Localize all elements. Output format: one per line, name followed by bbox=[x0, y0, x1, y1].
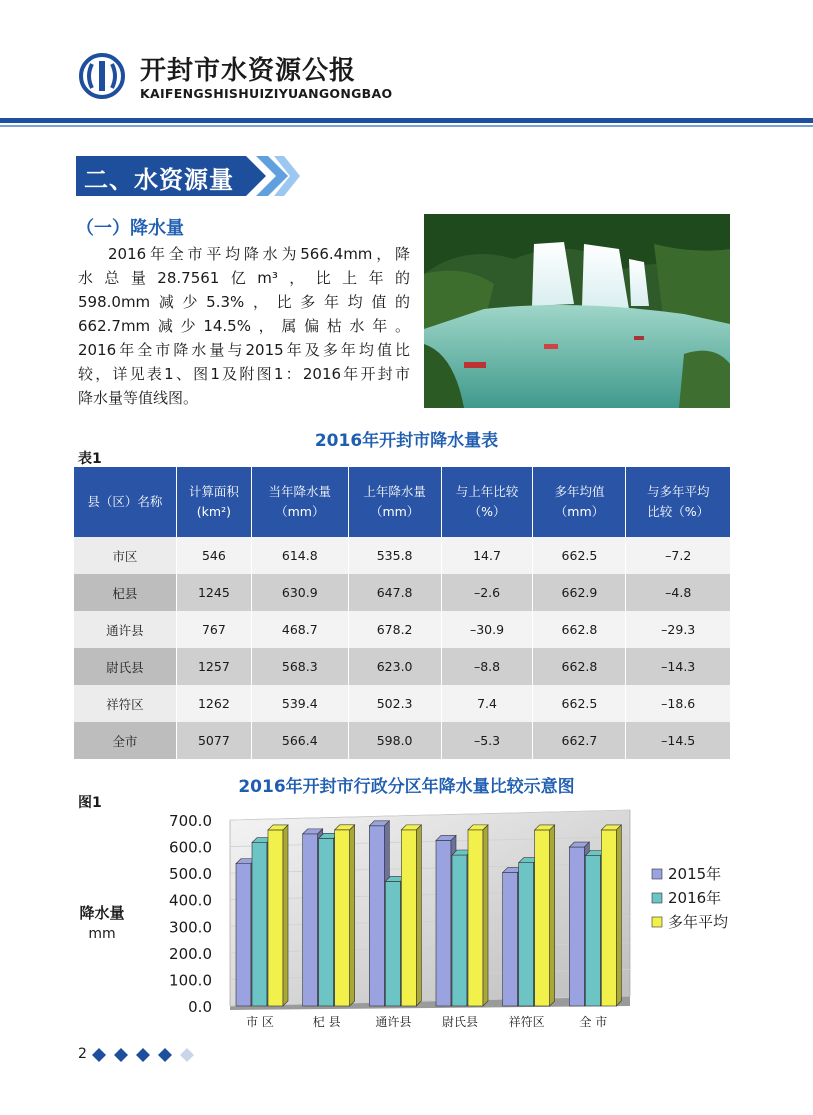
cell: –7.2 bbox=[626, 537, 730, 574]
publication-subtitle: KAIFENGSHISHUIZIYUANGONGBAO bbox=[140, 86, 393, 101]
legend-label: 2015年 bbox=[668, 865, 722, 883]
x-tick-label: 全 市 bbox=[579, 1015, 608, 1029]
chart-title: 2016年开封市行政分区年降水量比较示意图 bbox=[238, 777, 575, 797]
cell: 502.3 bbox=[348, 685, 441, 722]
table-row bbox=[74, 537, 730, 574]
table-row bbox=[74, 685, 730, 722]
legend-label: 多年平均 bbox=[668, 913, 729, 931]
cell: –5.3 bbox=[441, 722, 533, 759]
table-label: 表1 bbox=[78, 451, 102, 467]
cell: 1257 bbox=[176, 648, 251, 685]
y-axis-label: 降水量 bbox=[79, 904, 125, 922]
bar bbox=[535, 825, 555, 1006]
table-row bbox=[74, 574, 730, 611]
intro-line: 水总量28.7561亿m³，比上年的 bbox=[78, 269, 410, 287]
cell: –14.5 bbox=[626, 722, 730, 759]
cell: –18.6 bbox=[626, 685, 730, 722]
y-tick-label: 200.0 bbox=[169, 944, 212, 963]
cell: –14.3 bbox=[626, 648, 730, 685]
table-row bbox=[74, 611, 730, 648]
column-header: 与多年平均 比较（%） bbox=[626, 467, 730, 537]
y-tick-label: 600.0 bbox=[169, 838, 212, 857]
cell: 全市 bbox=[74, 722, 176, 759]
cell: 623.0 bbox=[348, 648, 441, 685]
intro-line: 662.7mm减少14.5%，属偏枯水年。 bbox=[78, 317, 410, 335]
cell: 566.4 bbox=[252, 722, 349, 759]
column-header: 计算面积 (km²) bbox=[176, 467, 251, 537]
header-rule-thin bbox=[0, 125, 813, 127]
cell: 539.4 bbox=[252, 685, 349, 722]
x-tick-label: 祥符区 bbox=[508, 1015, 545, 1029]
cell: –8.8 bbox=[441, 648, 533, 685]
y-tick-label: 100.0 bbox=[169, 971, 212, 990]
intro-line: 2016年全市降水量与2015年及多年均值比 bbox=[78, 341, 410, 359]
cell: –4.8 bbox=[626, 574, 730, 611]
cell: 662.8 bbox=[533, 611, 626, 648]
header-rule bbox=[0, 118, 813, 123]
cell: 662.9 bbox=[533, 574, 626, 611]
publication-title: 开封市水资源公报 bbox=[140, 56, 357, 86]
column-header: 上年降水量 （mm） bbox=[348, 467, 441, 537]
bar bbox=[401, 825, 421, 1006]
cell: 通许县 bbox=[74, 611, 176, 648]
cell: 468.7 bbox=[252, 611, 349, 648]
column-header: 当年降水量 （mm） bbox=[252, 467, 349, 537]
cell: 767 bbox=[176, 611, 251, 648]
y-tick-label: 700.0 bbox=[169, 812, 212, 830]
x-tick-label: 通许县 bbox=[375, 1015, 412, 1029]
y-tick-label: 0.0 bbox=[188, 998, 212, 1016]
cell: 1262 bbox=[176, 685, 251, 722]
cell: 尉氏县 bbox=[74, 648, 176, 685]
y-tick-label: 400.0 bbox=[169, 891, 212, 910]
y-axis-label-unit: mm bbox=[88, 926, 116, 942]
subsection-title: （一）降水量 bbox=[76, 218, 184, 239]
x-tick-label: 杞 县 bbox=[312, 1015, 341, 1029]
legend-swatch bbox=[652, 869, 662, 879]
x-tick-label: 市 区 bbox=[246, 1015, 274, 1029]
cell: 杞县 bbox=[74, 574, 176, 611]
cell: 598.0 bbox=[348, 722, 441, 759]
column-header: 多年均值 （mm） bbox=[533, 467, 626, 537]
cell: 7.4 bbox=[441, 685, 533, 722]
cell: 546 bbox=[176, 537, 251, 574]
column-header: 县（区）名称 bbox=[74, 467, 176, 537]
y-tick-label: 500.0 bbox=[169, 865, 212, 884]
table-row bbox=[74, 722, 730, 759]
cell: 535.8 bbox=[348, 537, 441, 574]
cell: 市区 bbox=[74, 537, 176, 574]
footer-diamonds-icon bbox=[90, 1046, 200, 1064]
legend-label: 2016年 bbox=[668, 889, 722, 907]
precipitation-bar-chart bbox=[70, 800, 750, 1040]
intro-paragraph bbox=[78, 242, 410, 410]
bar bbox=[268, 825, 288, 1006]
bar bbox=[335, 825, 355, 1006]
intro-line: 降水量等值线图。 bbox=[78, 389, 199, 407]
x-tick-label: 尉氏县 bbox=[441, 1015, 479, 1029]
cell: 662.5 bbox=[533, 537, 626, 574]
intro-line: 598.0mm减少5.3%，比多年均值的 bbox=[78, 293, 410, 311]
chart-legend bbox=[652, 865, 728, 931]
intro-line: 2016年全市平均降水为566.4mm，降 bbox=[108, 245, 410, 263]
cell: 14.7 bbox=[441, 537, 533, 574]
intro-line: 较，详见表1、图1及附图1：2016年开封市 bbox=[78, 365, 410, 383]
cell: –29.3 bbox=[626, 611, 730, 648]
table-header-row bbox=[74, 467, 730, 537]
cell: 662.7 bbox=[533, 722, 626, 759]
table-title: 2016年开封市降水量表 bbox=[314, 431, 499, 451]
logo-icon bbox=[78, 52, 126, 100]
cell: 630.9 bbox=[252, 574, 349, 611]
cell: 662.8 bbox=[533, 648, 626, 685]
y-tick-label: 300.0 bbox=[169, 918, 212, 937]
cell: –30.9 bbox=[441, 611, 533, 648]
chart-label: 图1 bbox=[78, 795, 102, 811]
chart-y-ticks bbox=[169, 812, 212, 1016]
cell: 662.5 bbox=[533, 685, 626, 722]
precipitation-table bbox=[74, 467, 730, 759]
cell: 568.3 bbox=[252, 648, 349, 685]
cell: 647.8 bbox=[348, 574, 441, 611]
table-row bbox=[74, 648, 730, 685]
legend-swatch bbox=[652, 917, 662, 927]
chart-x-ticks bbox=[246, 1014, 607, 1029]
waterfall-photo bbox=[424, 214, 730, 408]
bar bbox=[468, 825, 488, 1006]
section-title: 二、水资源量 bbox=[84, 166, 234, 194]
cell: 1245 bbox=[176, 574, 251, 611]
cell: 5077 bbox=[176, 722, 251, 759]
column-header: 与上年比较 （%） bbox=[441, 467, 533, 537]
cell: 678.2 bbox=[348, 611, 441, 648]
cell: 祥符区 bbox=[74, 685, 176, 722]
bar bbox=[601, 825, 621, 1006]
page-number: 2 bbox=[78, 1046, 87, 1062]
legend-swatch bbox=[652, 893, 662, 903]
cell: 614.8 bbox=[252, 537, 349, 574]
cell: –2.6 bbox=[441, 574, 533, 611]
